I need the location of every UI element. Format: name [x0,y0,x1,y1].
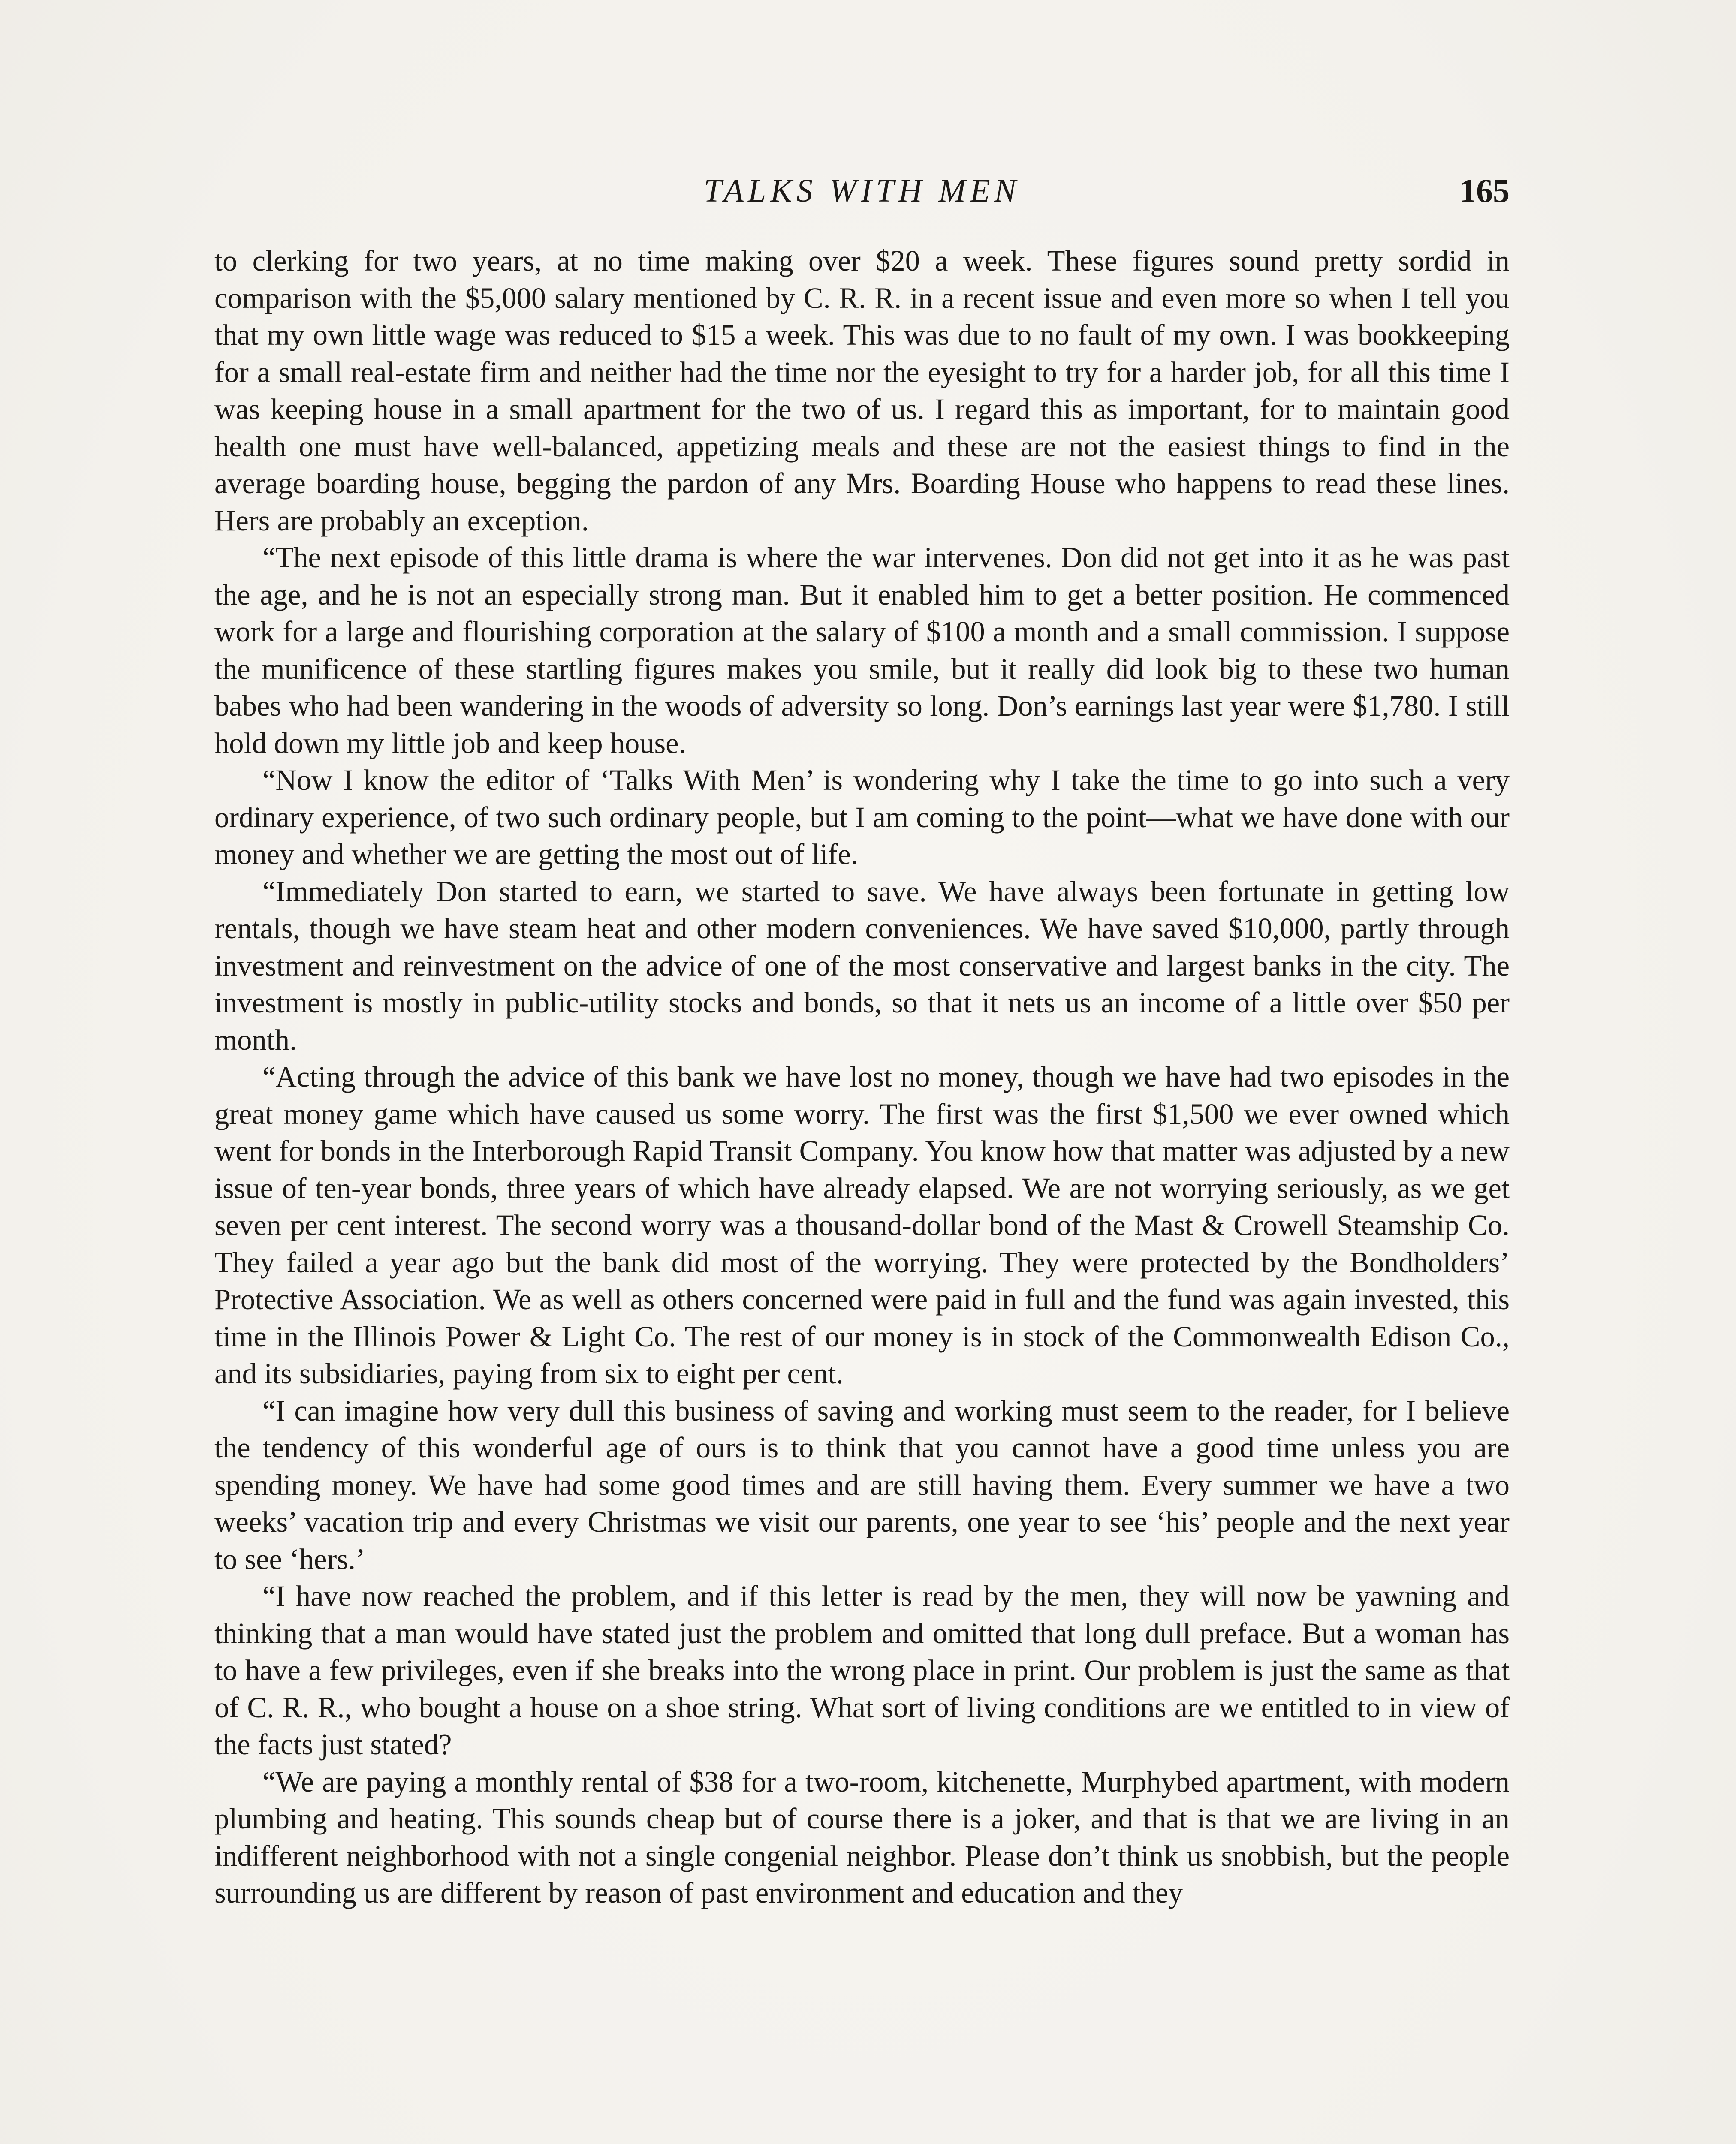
paragraph-8: “We are paying a monthly rental of $38 for a two-room, kitchenette, Murphybed apartment, with modern plumbing and heating. This sounds cheap but of course there is a joker, and that is that we are living in an indifferent neighborhood with not a single congenial neighbor. Please don’t think us snobbish, but the people surrounding us are different by reason of past environment and education and they [214,1765,1510,1909]
paragraph-1: to clerking for two years, at no time making over $20 a week. These figures sound pretty sordid in comparison with the $5,000 salary mentioned by C. R. R. in a recent issue and even more so when I tell you that my own little wage was reduced to $15 a week. This was due to no fault of my own. I was bookkeeping for a small real-estate firm and neither had the time nor the eyesight to try for a harder job, for all this time I was keeping house in a small apartment for the two of us. I regard this as important, for to maintain good health one must have well-balanced, appetizing meals and these are not the easiest things to find in the average boarding house, begging the pardon of any Mrs. Boarding House who happens to read these lines. Hers are probably an exception. [214,244,1510,537]
paragraph-4: “Immediately Don started to earn, we started to save. We have always been fortunate in getting low rentals, though we have steam heat and other modern conveniences. We have saved $10,000, partly through investment and reinvestment on the advice of one of the most conservative and largest banks in the city. The investment is mostly in public-utility stocks and bonds, so that it nets us an income of a little over $50 per month. [214,875,1510,1056]
article-body [214,242,1510,1912]
paragraph-6: “I can imagine how very dull this business of saving and working must seem to the reader, for I believe the tendency of this wonderful age of ours is to think that you cannot have a good time unless you are spending money. We have had some good times and are still having them. Every summer we have a two weeks’ vacation trip and every Christmas we visit our parents, one year to see ‘his’ people and the next year to see ‘hers.’ [214,1394,1510,1575]
page-number: 165 [1459,172,1510,209]
paragraph-5: “Acting through the advice of this bank we have lost no money, though we have had two episodes in the great money game which have caused us some worry. The first was the first $1,500 we ever owned which went for bonds in the Interborough Rapid Transit Company. You know how that matter was adjusted by a new issue of ten-year bonds, three years of which have already elapsed. We are not worrying seriously, as we get seven per cent interest. The second worry was a thousand-dollar bond of the Mast & Crowell Steamship Co. They failed a year ago but the bank did most of the worrying. They were protected by the Bondholders’ Protective Association. We as well as others concerned were paid in full and the fund was again invested, this time in the Illinois Power & Light Co. The rest of our money is in stock of the Commonwealth Edison Co., and its subsidiaries, paying from six to eight per cent. [214,1060,1510,1390]
paragraph-2: “The next episode of this little drama is where the war intervenes. Don did not get into it as he was past the age, and he is not an especially strong man. But it enabled him to get a better position. He commenced work for a large and flourishing corporation at the salary of $100 a month and a small commission. I suppose the munificence of these startling figures makes you smile, but it really did look big to these two human babes who had been wandering in the woods of adversity so long. Don’s earnings last year were $1,780. I still hold down my little job and keep house. [214,541,1510,759]
paragraph-7: “I have now reached the problem, and if this letter is read by the men, they will now be yawning and thinking that a man would have stated just the problem and omitted that long dull preface. But a woman has to have a few privileges, even if she breaks into the wrong place in print. Our problem is just the same as that of C. R. R., who bought a house on a shoe string. What sort of living conditions are we entitled to in view of the facts just stated? [214,1580,1510,1761]
paragraph-3: “Now I know the editor of ‘Talks With Men’ is wondering why I take the time to go into such a very ordinary experience, of two such ordinary people, but I am coming to the point—what we have done with our money and whether we are getting the most out of life. [214,764,1510,870]
running-head [214,167,1510,214]
running-title: TALKS WITH MEN [703,173,1021,209]
